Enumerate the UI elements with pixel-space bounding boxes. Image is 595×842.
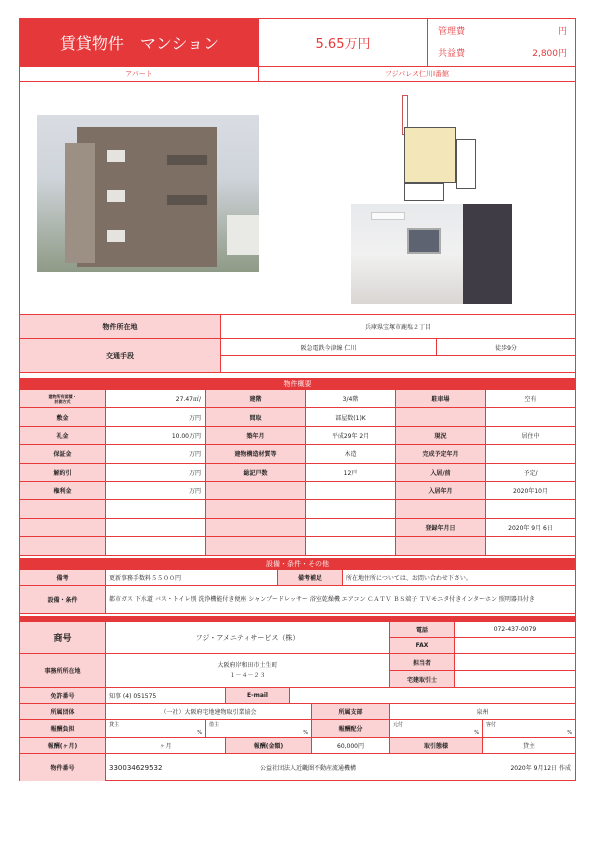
overview-value: 12戸 <box>306 464 396 482</box>
branch-value: 泉州 <box>390 704 575 720</box>
trader-label: 宅建取引士 <box>390 671 455 688</box>
license-value: 知事 (4) 051575 <box>106 688 226 704</box>
location-value: 兵庫県宝塚市鹿塩２丁目 <box>221 315 575 339</box>
company-name-label: 商号 <box>20 622 106 654</box>
kyoeki-value: 2,800円 <box>532 49 567 59</box>
overview-value: 3/4階 <box>306 390 396 408</box>
overview-label: 築年月 <box>206 427 306 445</box>
overview-label <box>20 500 106 518</box>
id-value: 330034629532 <box>109 763 163 772</box>
feem-value: ヶ月 <box>106 738 226 754</box>
staff-label: 担当者 <box>390 654 455 671</box>
type-row <box>20 66 575 82</box>
overview-value: 万円 <box>106 482 206 500</box>
overview-label: 総記戸数 <box>206 464 306 482</box>
conditions-block <box>20 570 575 614</box>
overview-label <box>206 519 306 537</box>
overview-value <box>106 519 206 537</box>
overview-label: 建階 <box>206 390 306 408</box>
kanri-label: 管理費 <box>438 27 466 37</box>
address-value <box>106 654 390 688</box>
overview-header: 物件概要 <box>20 378 575 390</box>
overview-value <box>306 519 396 537</box>
rent-price: 5.65万円 <box>315 37 371 52</box>
title-banner: 賃貸物件 マンション <box>20 19 259 66</box>
property-type: アパート <box>20 67 259 81</box>
kanri-value: 円 <box>557 27 567 37</box>
company-block <box>20 622 575 782</box>
transport-label: 交通手段 <box>20 339 221 373</box>
deal-label: 取引態様 <box>390 738 483 754</box>
overview-label <box>206 482 306 500</box>
org-name: 公益社団法人近畿圏不動産流通機構 <box>259 765 356 772</box>
note-value: 更新事務手数料５５００円 <box>106 570 278 586</box>
overview-label: 入居/前 <box>396 464 486 482</box>
overview-value <box>306 482 396 500</box>
dist-label: 報酬配分 <box>312 720 390 738</box>
address-line1: 大阪府岸和田市土生町 <box>217 661 278 669</box>
overview-label: 礼金 <box>20 427 106 445</box>
overview-label: 建物所有面積・ 計測方式 <box>20 390 106 408</box>
fax-label: FAX <box>390 638 455 654</box>
overview-label: 建物構造材質等 <box>206 445 306 463</box>
assoc-value: （一社）大阪府宅地建物取引業協会 <box>106 704 312 720</box>
overview-value: 部屋数(1)K <box>306 408 396 426</box>
kyoeki-label: 共益費 <box>438 49 466 59</box>
overview-value: 万円 <box>106 445 206 463</box>
overview-label <box>20 537 106 555</box>
overview-value: 10.00万円 <box>106 427 206 445</box>
floorplan-image <box>398 95 478 207</box>
overview-value: 居住中 <box>486 427 575 445</box>
overview-label: 完成予定年月 <box>396 445 486 463</box>
overview-label <box>206 537 306 555</box>
created-date: 2020年 9月12日 作成 <box>510 765 571 772</box>
feeamt-label: 報酬(金額) <box>226 738 312 754</box>
note2-value: 所在地住所については、お問い合わせ下さい。 <box>343 570 575 586</box>
location-block <box>20 314 575 374</box>
fax-value <box>455 638 575 654</box>
note2-label: 備考補足 <box>278 570 343 586</box>
fee-label: 報酬負担 <box>20 720 106 738</box>
dist-a: 元付 % <box>390 720 483 738</box>
overview-label: 保証金 <box>20 445 106 463</box>
note-label: 備考 <box>20 570 106 586</box>
overview-label <box>396 408 486 426</box>
overview-value: 万円 <box>106 408 206 426</box>
dist-b: 客付 % <box>483 720 575 738</box>
overview-label <box>396 500 486 518</box>
location-label: 物件所在地 <box>20 315 221 339</box>
address-label: 事務所所在地 <box>20 654 106 688</box>
overview-label: 登録年月日 <box>396 519 486 537</box>
email-label: E-mail <box>226 688 290 704</box>
tel-label: 電話 <box>390 622 455 638</box>
address-line2: １－４－２３ <box>229 671 266 679</box>
overview-label: 駐車場 <box>396 390 486 408</box>
overview-value <box>106 500 206 518</box>
exterior-photo <box>37 115 259 272</box>
overview-value: 予定/ <box>486 464 575 482</box>
conditions-header: 設備・条件・その他 <box>20 558 575 570</box>
overview-value <box>306 537 396 555</box>
transport-line: 阪急電鉄今津線 仁川 <box>221 339 437 356</box>
feeamt-value: 60,000円 <box>312 738 390 754</box>
overview-label <box>20 519 106 537</box>
overview-value <box>486 500 575 518</box>
overview-value <box>106 537 206 555</box>
overview-label: 現況 <box>396 427 486 445</box>
fees-box <box>427 19 575 66</box>
overview-value: 2020年10月 <box>486 482 575 500</box>
license-label: 免許番号 <box>20 688 106 704</box>
transport-walk: 徒歩9分 <box>437 339 575 356</box>
id-label: 物件番号 <box>20 754 106 781</box>
company-name-value: フジ・アメニティサービス（株） <box>106 622 390 654</box>
feem-label: 報酬(ヶ月) <box>20 738 106 754</box>
overview-label: 入居年月 <box>396 482 486 500</box>
property-sheet <box>19 18 576 781</box>
overview-value: 2020年 9月 6日 <box>486 519 575 537</box>
email-value <box>290 688 575 704</box>
equip-value: 都市ガス 下水道 バス・トイレ別 洗浄機能付き便座 シャンプードレッサー 浴室乾燥機 エアコン ＣＡＴＶ ＢＳ端子 ＴＶモニタ付きインターホン 照明器具付き <box>106 586 575 614</box>
overview-label: 間取 <box>206 408 306 426</box>
overview-value: 木造 <box>306 445 396 463</box>
assoc-label: 所属団体 <box>20 704 106 720</box>
transport-empty <box>221 356 575 373</box>
overview-value <box>306 500 396 518</box>
overview-value <box>486 445 575 463</box>
overview-value: 万円 <box>106 464 206 482</box>
overview-value <box>486 408 575 426</box>
deal-value: 貸主 <box>483 738 575 754</box>
trader-value <box>455 671 575 688</box>
overview-value <box>486 537 575 555</box>
overview-label: 敷金 <box>20 408 106 426</box>
building-name: フジパレス仁川Ⅰ番館 <box>384 70 450 78</box>
overview-table <box>20 390 575 556</box>
fee-a: 貸主 % <box>106 720 206 738</box>
overview-label <box>396 537 486 555</box>
overview-label <box>206 500 306 518</box>
overview-label: 解約引 <box>20 464 106 482</box>
tel-value: 072-437-0079 <box>455 622 575 638</box>
interior-photo <box>351 204 512 304</box>
overview-label: 権利金 <box>20 482 106 500</box>
branch-label: 所属支部 <box>312 704 390 720</box>
overview-value: 27.47㎡/ <box>106 390 206 408</box>
overview-value: 空有 <box>486 390 575 408</box>
fee-b: 借主 % <box>206 720 312 738</box>
equip-label: 設備・条件 <box>20 586 106 614</box>
overview-value: 平成29年 2月 <box>306 427 396 445</box>
staff-value <box>455 654 575 671</box>
